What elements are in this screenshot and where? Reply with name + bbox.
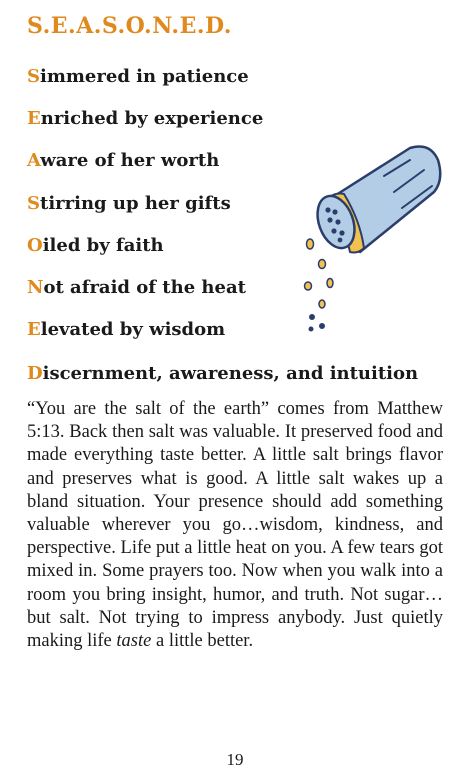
- acrostic-text: iled by faith: [42, 235, 164, 256]
- acrostic-text: levated by wisdom: [40, 319, 226, 340]
- acrostic-letter: E: [27, 108, 41, 129]
- acrostic-letter: D: [27, 363, 43, 384]
- body-text-main: “You are the salt of the earth” comes from Matthew 5:13. Back then salt was valuable. It preserved food and made everything taste better. A little salt brings flavor and preserves what is good. A little salt wakes up a bland situation. Your presence should add something valuable wherever you go…wisdom, kindness, and perspective. Life put a little heat on you. A few tears got mixed in. Some prayers too. Now when you walk into a room you bring insight, humor, and truth. Not sugar…but salt. Not trying to impress anybody. Just quietly making life: [27, 399, 443, 652]
- page-title: S.E.A.S.O.N.E.D.: [27, 13, 232, 39]
- acrostic-line: [27, 108, 263, 129]
- acrostic-letter: A: [27, 150, 41, 171]
- acrostic-line: [27, 66, 249, 87]
- acrostic-text: nriched by experience: [40, 108, 264, 129]
- acrostic-text: iscernment, awareness, and intuition: [42, 363, 419, 384]
- acrostic-text: immered in patience: [40, 66, 249, 87]
- body-emphasis: taste: [116, 631, 152, 652]
- acrostic-text: ware of her worth: [40, 150, 220, 171]
- body-text-end: a little better.: [151, 631, 254, 652]
- acrostic-letter: N: [27, 277, 44, 298]
- acrostic-letter: S: [27, 193, 40, 214]
- acrostic-line: [27, 150, 219, 171]
- acrostic-line: [27, 193, 231, 214]
- acrostic-text: tirring up her gifts: [40, 193, 231, 214]
- acrostic-letter: O: [27, 235, 43, 256]
- acrostic-letter: S: [27, 66, 40, 87]
- acrostic-text: ot afraid of the heat: [43, 277, 246, 298]
- acrostic-letter: E: [27, 319, 41, 340]
- acrostic-line: [27, 319, 225, 340]
- body-paragraph: [27, 398, 443, 653]
- acrostic-line: [27, 235, 164, 256]
- acrostic-line: [27, 277, 246, 298]
- acrostic-line: [27, 363, 418, 384]
- page-number: 19: [226, 750, 244, 769]
- salt-shaker-icon: [298, 140, 448, 340]
